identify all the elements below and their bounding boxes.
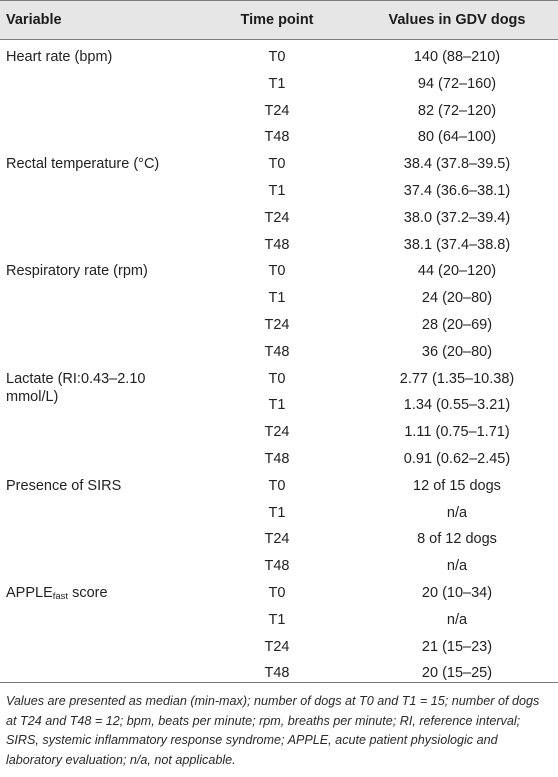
cell-time-point: T1 xyxy=(268,504,286,521)
cell-time-point: T1 xyxy=(268,75,286,92)
cell-time-point: T24 xyxy=(264,531,290,548)
cell-time-point: T0 xyxy=(268,370,286,387)
cell-value: n/a xyxy=(446,611,468,628)
cell-time-point: T48 xyxy=(264,343,290,360)
cell-value: 8 of 12 dogs xyxy=(417,531,497,548)
cell-time-point: T24 xyxy=(264,209,290,226)
table-row xyxy=(0,256,558,283)
table-row xyxy=(0,444,558,471)
table-row xyxy=(0,69,558,96)
table-bottom-rule xyxy=(0,682,558,683)
cell-value: 0.91 (0.62–2.45) xyxy=(403,451,511,467)
cell-value: 1.11 (0.75–1.71) xyxy=(404,424,510,441)
table-row xyxy=(0,176,558,203)
cell-value: 44 (20–120) xyxy=(417,263,497,280)
cell-value: 24 (20–80) xyxy=(421,290,493,307)
cell-value: 38.0 (37.2–39.4) xyxy=(403,209,511,226)
cell-value: 140 (88–210) xyxy=(413,49,501,65)
cell-time-point: T48 xyxy=(264,129,290,146)
cell-value: 82 (72–120) xyxy=(417,102,497,119)
cell-value: n/a xyxy=(446,504,468,521)
table-row xyxy=(0,96,558,123)
cell-time-point: T48 xyxy=(264,236,290,253)
table-row xyxy=(0,42,558,69)
cell-value: n/a xyxy=(446,558,468,575)
table-row xyxy=(0,203,558,230)
cell-value: 2.77 (1.35–10.38) xyxy=(399,370,515,387)
cell-value: 20 (15–25) xyxy=(421,665,493,682)
table-row xyxy=(0,390,558,417)
cell-time-point: T24 xyxy=(264,638,290,655)
table-row xyxy=(0,471,558,498)
cell-time-point: T0 xyxy=(268,156,286,173)
cell-variable: Rectal temperature (°C) xyxy=(6,156,160,173)
table-row xyxy=(0,149,558,176)
cell-value: 38.4 (37.8–39.5) xyxy=(403,156,511,173)
cell-value: 1.34 (0.55–3.21) xyxy=(403,397,511,414)
cell-value: 36 (20–80) xyxy=(421,343,493,360)
cell-value: 80 (64–100) xyxy=(417,129,497,146)
cell-value: 20 (10–34) xyxy=(421,585,493,601)
cell-time-point: T1 xyxy=(268,397,286,414)
cell-time-point: T48 xyxy=(264,665,290,682)
header-variable: Variable xyxy=(6,12,62,28)
cell-time-point: T24 xyxy=(264,424,290,441)
variable-suffix-text: score xyxy=(68,585,108,601)
cell-variable: Presence of SIRS xyxy=(6,477,122,494)
cell-time-point: T0 xyxy=(268,585,286,601)
cell-value: 38.1 (37.4–38.8) xyxy=(403,236,511,253)
table-row xyxy=(0,524,558,551)
table-row xyxy=(0,578,558,605)
table-row xyxy=(0,632,558,659)
cell-time-point: T1 xyxy=(268,290,286,307)
table-row xyxy=(0,551,558,578)
cell-variable: Heart rate (bpm) xyxy=(6,49,113,65)
table-row xyxy=(0,310,558,337)
cell-variable: Respiratory rate (rpm) xyxy=(6,263,148,280)
table-row xyxy=(0,417,558,444)
cell-time-point: T1 xyxy=(268,183,286,199)
cell-variable xyxy=(6,584,108,606)
cell-time-point: T0 xyxy=(268,263,286,280)
header-time-point: Time point xyxy=(240,12,314,28)
table-row xyxy=(0,498,558,525)
table-row xyxy=(0,364,558,405)
cell-value: 37.4 (36.6–38.1) xyxy=(403,183,511,199)
table-header xyxy=(0,0,558,40)
cell-time-point: T48 xyxy=(264,451,290,467)
header-values: Values in GDV dogs xyxy=(388,12,526,28)
cell-time-point: T0 xyxy=(268,477,286,494)
variable-subscript: fast xyxy=(52,591,69,602)
table-row xyxy=(0,337,558,364)
cell-time-point: T24 xyxy=(264,317,290,333)
cell-value: 28 (20–69) xyxy=(421,317,493,333)
variable-main-text: APPLE xyxy=(6,585,53,601)
table-row xyxy=(0,122,558,149)
cell-value: 12 of 15 dogs xyxy=(413,477,501,494)
cell-value: 21 (15–23) xyxy=(421,638,493,655)
table-footnote: Values are presented as median (min-max); number of dogs at T0 and T1 = 15; number of dogs at T24 and T48 = 12; bpm, beats per minute; rpm, breaths per minute; RI, reference interval; SIRS, systemic inflammatory response syndrome; APPLE, acute patient physiologic and laboratory evaluation; n/a, not applicable. xyxy=(6,694,540,767)
table-row xyxy=(0,230,558,257)
cell-time-point: T0 xyxy=(268,49,286,65)
cell-time-point: T1 xyxy=(268,611,286,628)
cell-variable: Lactate (RI:0.43–2.10 mmol/L) xyxy=(6,370,146,405)
table-row xyxy=(0,283,558,310)
table-row xyxy=(0,605,558,632)
cell-time-point: T24 xyxy=(264,102,290,119)
cell-time-point: T48 xyxy=(264,558,290,575)
cell-value: 94 (72–160) xyxy=(417,75,497,92)
